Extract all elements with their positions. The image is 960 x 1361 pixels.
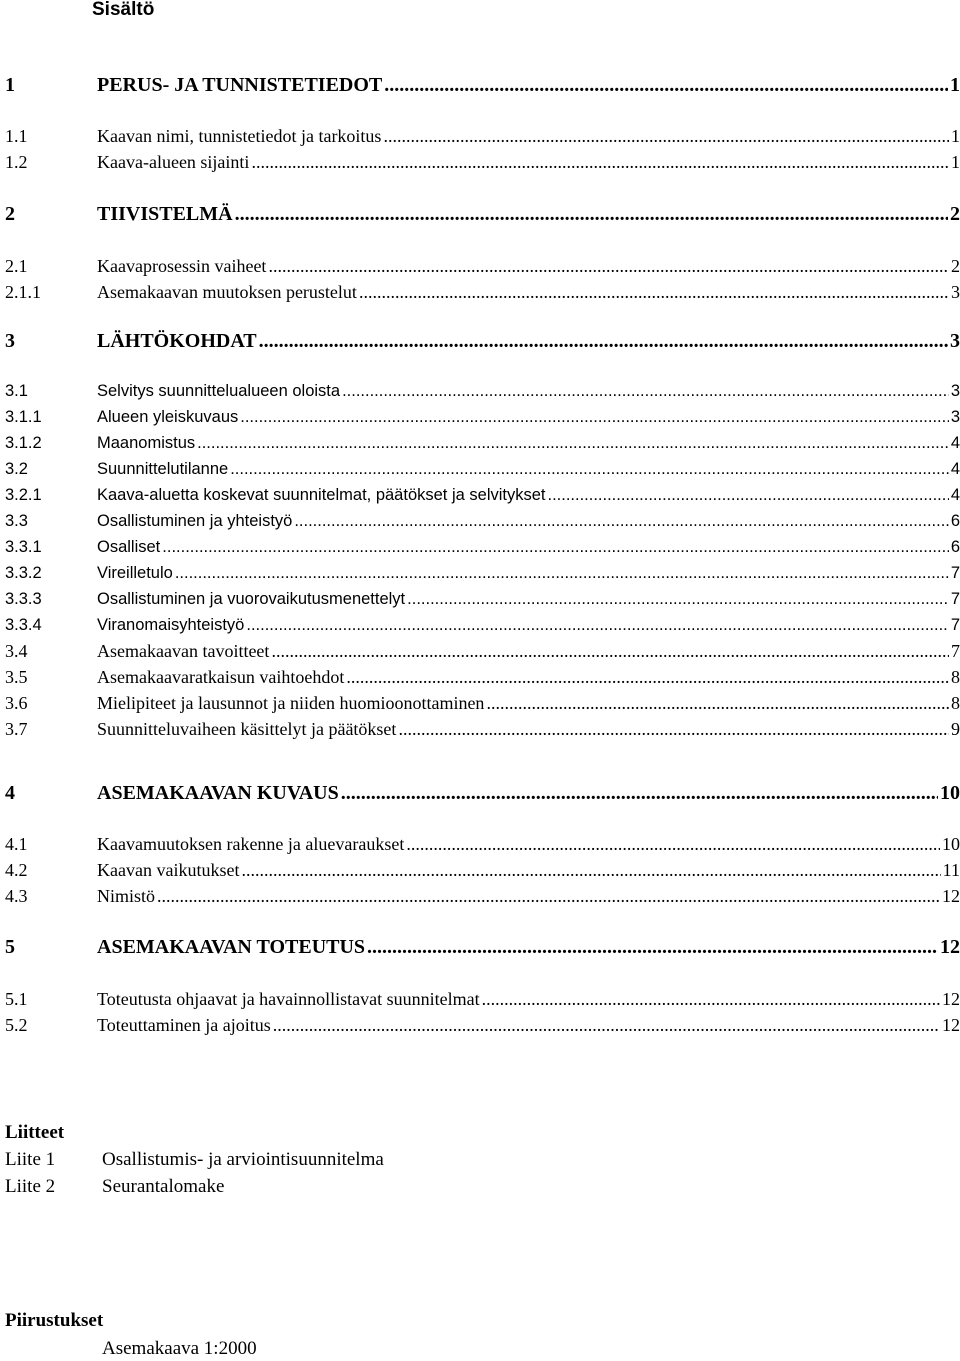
toc-page-number: 1	[951, 126, 960, 146]
toc-number: 3.4	[5, 641, 28, 661]
toc-title: Selvitys suunnittelualueen oloista	[97, 382, 341, 400]
toc-entry[interactable]	[5, 665, 960, 689]
toc-page-number: 11	[942, 860, 960, 880]
toc-title: Osallistuminen ja vuorovaikutusmenettelyt	[97, 590, 406, 608]
toc-entry[interactable]	[5, 639, 960, 663]
toc-page-number: 7	[950, 616, 960, 634]
toc-title: Vireilletulo	[97, 564, 173, 582]
toc-title: Osalliset	[97, 538, 161, 556]
toc-page-number: 3	[951, 282, 960, 302]
toc-entry[interactable]	[5, 832, 960, 856]
toc-leader-dots	[259, 329, 948, 353]
toc-leader-dots	[384, 73, 948, 97]
toc-leader-dots	[486, 691, 949, 715]
toc-entry[interactable]	[5, 561, 960, 585]
attachments-heading: Liitteet	[5, 1122, 65, 1143]
toc-title: Asemakaavan tavoitteet	[97, 641, 270, 661]
toc-number: 2.1.1	[5, 282, 41, 302]
toc-leader-dots	[383, 124, 949, 148]
toc-title: Kaava-aluetta koskevat suunnitelmat, päätökset ja selvitykset	[97, 486, 546, 504]
toc-number: 4.2	[5, 860, 28, 880]
toc-leader-dots	[197, 431, 949, 455]
toc-title: Toteutusta ohjaavat ja havainnollistavat suunnitelmat	[97, 989, 480, 1009]
toc-entry[interactable]	[5, 280, 960, 304]
toc-leader-dots	[407, 587, 949, 611]
toc-leader-dots	[251, 150, 949, 174]
toc-page-number: 10	[940, 782, 960, 804]
toc-leader-dots	[240, 405, 949, 429]
drawings-heading: Piirustukset	[5, 1310, 104, 1331]
toc-title: LÄHTÖKOHDAT	[97, 330, 257, 352]
toc-leader-dots	[294, 509, 948, 533]
toc-entry[interactable]	[5, 613, 960, 637]
toc-title: TIIVISTELMÄ	[97, 203, 233, 225]
toc-leader-dots	[268, 254, 949, 278]
toc-number: 3.3	[5, 512, 28, 530]
toc-page-number: 3	[950, 408, 960, 426]
toc-page-number: 2	[950, 203, 960, 225]
toc-title: PERUS- JA TUNNISTETIEDOT	[97, 74, 383, 96]
toc-entry[interactable]	[5, 884, 960, 908]
toc-title: Asemakaavaratkaisun vaihtoehdot	[97, 667, 345, 687]
toc-page-number: 12	[942, 1015, 960, 1035]
toc-page-number: 8	[951, 667, 960, 687]
attachment-title: Seurantalomake	[102, 1176, 225, 1197]
toc-title: Toteuttaminen ja ajoitus	[97, 1015, 271, 1035]
toc-number: 3.1	[5, 382, 28, 400]
toc-page-number: 4	[950, 434, 960, 452]
toc-title: Mielipiteet ja lausunnot ja niiden huomioonottaminen	[97, 693, 485, 713]
toc-leader-dots	[359, 280, 949, 304]
toc-leader-dots	[346, 665, 949, 689]
toc-number: 5.2	[5, 1015, 28, 1035]
page-title: Sisältö	[92, 0, 155, 20]
toc-title: ASEMAKAAVAN KUVAUS	[97, 782, 339, 804]
toc-title: Viranomaisyhteistyö	[97, 616, 245, 634]
toc-title: Nimistö	[97, 886, 156, 906]
toc-number: 3.3.4	[5, 616, 42, 634]
toc-entry[interactable]	[5, 509, 960, 533]
toc-number: 3.5	[5, 667, 28, 687]
toc-page-number: 7	[951, 641, 960, 661]
attachment-label: Liite 2	[5, 1176, 56, 1197]
toc-number: 3	[5, 330, 15, 352]
toc-entry[interactable]	[5, 405, 960, 429]
toc-number: 3.2	[5, 460, 28, 478]
toc-number: 3.3.3	[5, 590, 42, 608]
toc-number: 1	[5, 74, 15, 96]
toc-number: 3.7	[5, 719, 28, 739]
toc-number: 3.3.2	[5, 564, 42, 582]
toc-page-number: 4	[950, 460, 960, 478]
toc-entry[interactable]	[5, 781, 960, 805]
attachment-title: Osallistumis- ja arviointisuunnitelma	[102, 1149, 384, 1170]
toc-entry[interactable]	[5, 717, 960, 741]
toc-page-number: 7	[950, 564, 960, 582]
toc-title: Alueen yleiskuvaus	[97, 408, 239, 426]
toc-entry[interactable]	[5, 73, 960, 97]
toc-page-number: 3	[950, 382, 960, 400]
toc-page-number: 1	[950, 74, 960, 96]
toc-page-number: 2	[951, 256, 960, 276]
toc-leader-dots	[157, 884, 940, 908]
toc-entry[interactable]	[5, 124, 960, 148]
toc-entry[interactable]	[5, 150, 960, 174]
toc-title: ASEMAKAAVAN TOTEUTUS	[97, 936, 366, 958]
toc-leader-dots	[235, 202, 948, 226]
toc-number: 3.2.1	[5, 486, 42, 504]
toc-number: 3.1.2	[5, 434, 42, 452]
attachment-row	[5, 1148, 384, 1172]
toc-entry[interactable]	[5, 987, 960, 1011]
toc-page-number: 10	[942, 834, 960, 854]
toc-title: Kaavan vaikutukset	[97, 860, 240, 880]
toc-leader-dots	[342, 379, 949, 403]
toc-leader-dots	[341, 781, 938, 805]
toc-number: 4.1	[5, 834, 28, 854]
toc-number: 3.1.1	[5, 408, 42, 426]
toc-page-number: 9	[951, 719, 960, 739]
toc-page-number: 4	[950, 486, 960, 504]
toc-page-number: 12	[942, 886, 960, 906]
toc-page-number: 12	[940, 936, 960, 958]
drawing-item: Asemakaava 1:2000	[102, 1338, 257, 1359]
toc-leader-dots	[548, 483, 949, 507]
toc-leader-dots	[406, 832, 940, 856]
toc-title: Osallistuminen ja yhteistyö	[97, 512, 293, 530]
toc-entry[interactable]	[5, 431, 960, 455]
toc-page-number: 1	[951, 152, 960, 172]
toc-number: 2	[5, 203, 15, 225]
toc-number: 3.3.1	[5, 538, 42, 556]
toc-title: Kaavaprosessin vaiheet	[97, 256, 267, 276]
toc-page-number: 3	[950, 330, 960, 352]
toc-number: 5	[5, 936, 15, 958]
toc-entry[interactable]	[5, 202, 960, 226]
toc-entry[interactable]	[5, 691, 960, 715]
toc-entry[interactable]	[5, 329, 960, 353]
toc-leader-dots	[241, 858, 940, 882]
toc-leader-dots	[273, 1013, 940, 1037]
toc-entry[interactable]	[5, 587, 960, 611]
toc-number: 5.1	[5, 989, 28, 1009]
toc-page-number: 6	[950, 538, 960, 556]
toc-page-number: 8	[951, 693, 960, 713]
toc-leader-dots	[271, 639, 949, 663]
toc-page-number: 7	[950, 590, 960, 608]
toc-title: Kaavamuutoksen rakenne ja aluevaraukset	[97, 834, 405, 854]
toc-title: Suunnitteluvaiheen käsittelyt ja päätökset	[97, 719, 397, 739]
attachment-row	[5, 1175, 224, 1199]
toc-title: Kaava-alueen sijainti	[97, 152, 250, 172]
toc-leader-dots	[230, 457, 949, 481]
toc-entry[interactable]	[5, 858, 960, 882]
toc-number: 4	[5, 782, 15, 804]
toc-entry[interactable]	[5, 254, 960, 278]
toc-entry[interactable]	[5, 379, 960, 403]
attachment-label: Liite 1	[5, 1149, 56, 1170]
toc-title: Kaavan nimi, tunnistetiedot ja tarkoitus	[97, 126, 382, 146]
toc-number: 3.6	[5, 693, 28, 713]
toc-entry[interactable]	[5, 535, 960, 559]
toc-leader-dots	[367, 935, 938, 959]
toc-leader-dots	[482, 987, 940, 1011]
toc-entry[interactable]	[5, 457, 960, 481]
toc-leader-dots	[246, 613, 948, 637]
toc-leader-dots	[398, 717, 949, 741]
toc-page-number: 12	[942, 989, 960, 1009]
toc-number: 1.1	[5, 126, 28, 146]
toc-entry[interactable]	[5, 1013, 960, 1037]
toc-title: Asemakaavan muutoksen perustelut	[97, 282, 357, 302]
toc-number: 2.1	[5, 256, 28, 276]
toc-entry[interactable]	[5, 483, 960, 507]
toc-number: 1.2	[5, 152, 28, 172]
toc-leader-dots	[175, 561, 949, 585]
toc-title: Maanomistus	[97, 434, 196, 452]
toc-number: 4.3	[5, 886, 28, 906]
toc-entry[interactable]	[5, 935, 960, 959]
toc-title: Suunnittelutilanne	[97, 460, 229, 478]
toc-page-number: 6	[950, 512, 960, 530]
toc-leader-dots	[162, 535, 949, 559]
